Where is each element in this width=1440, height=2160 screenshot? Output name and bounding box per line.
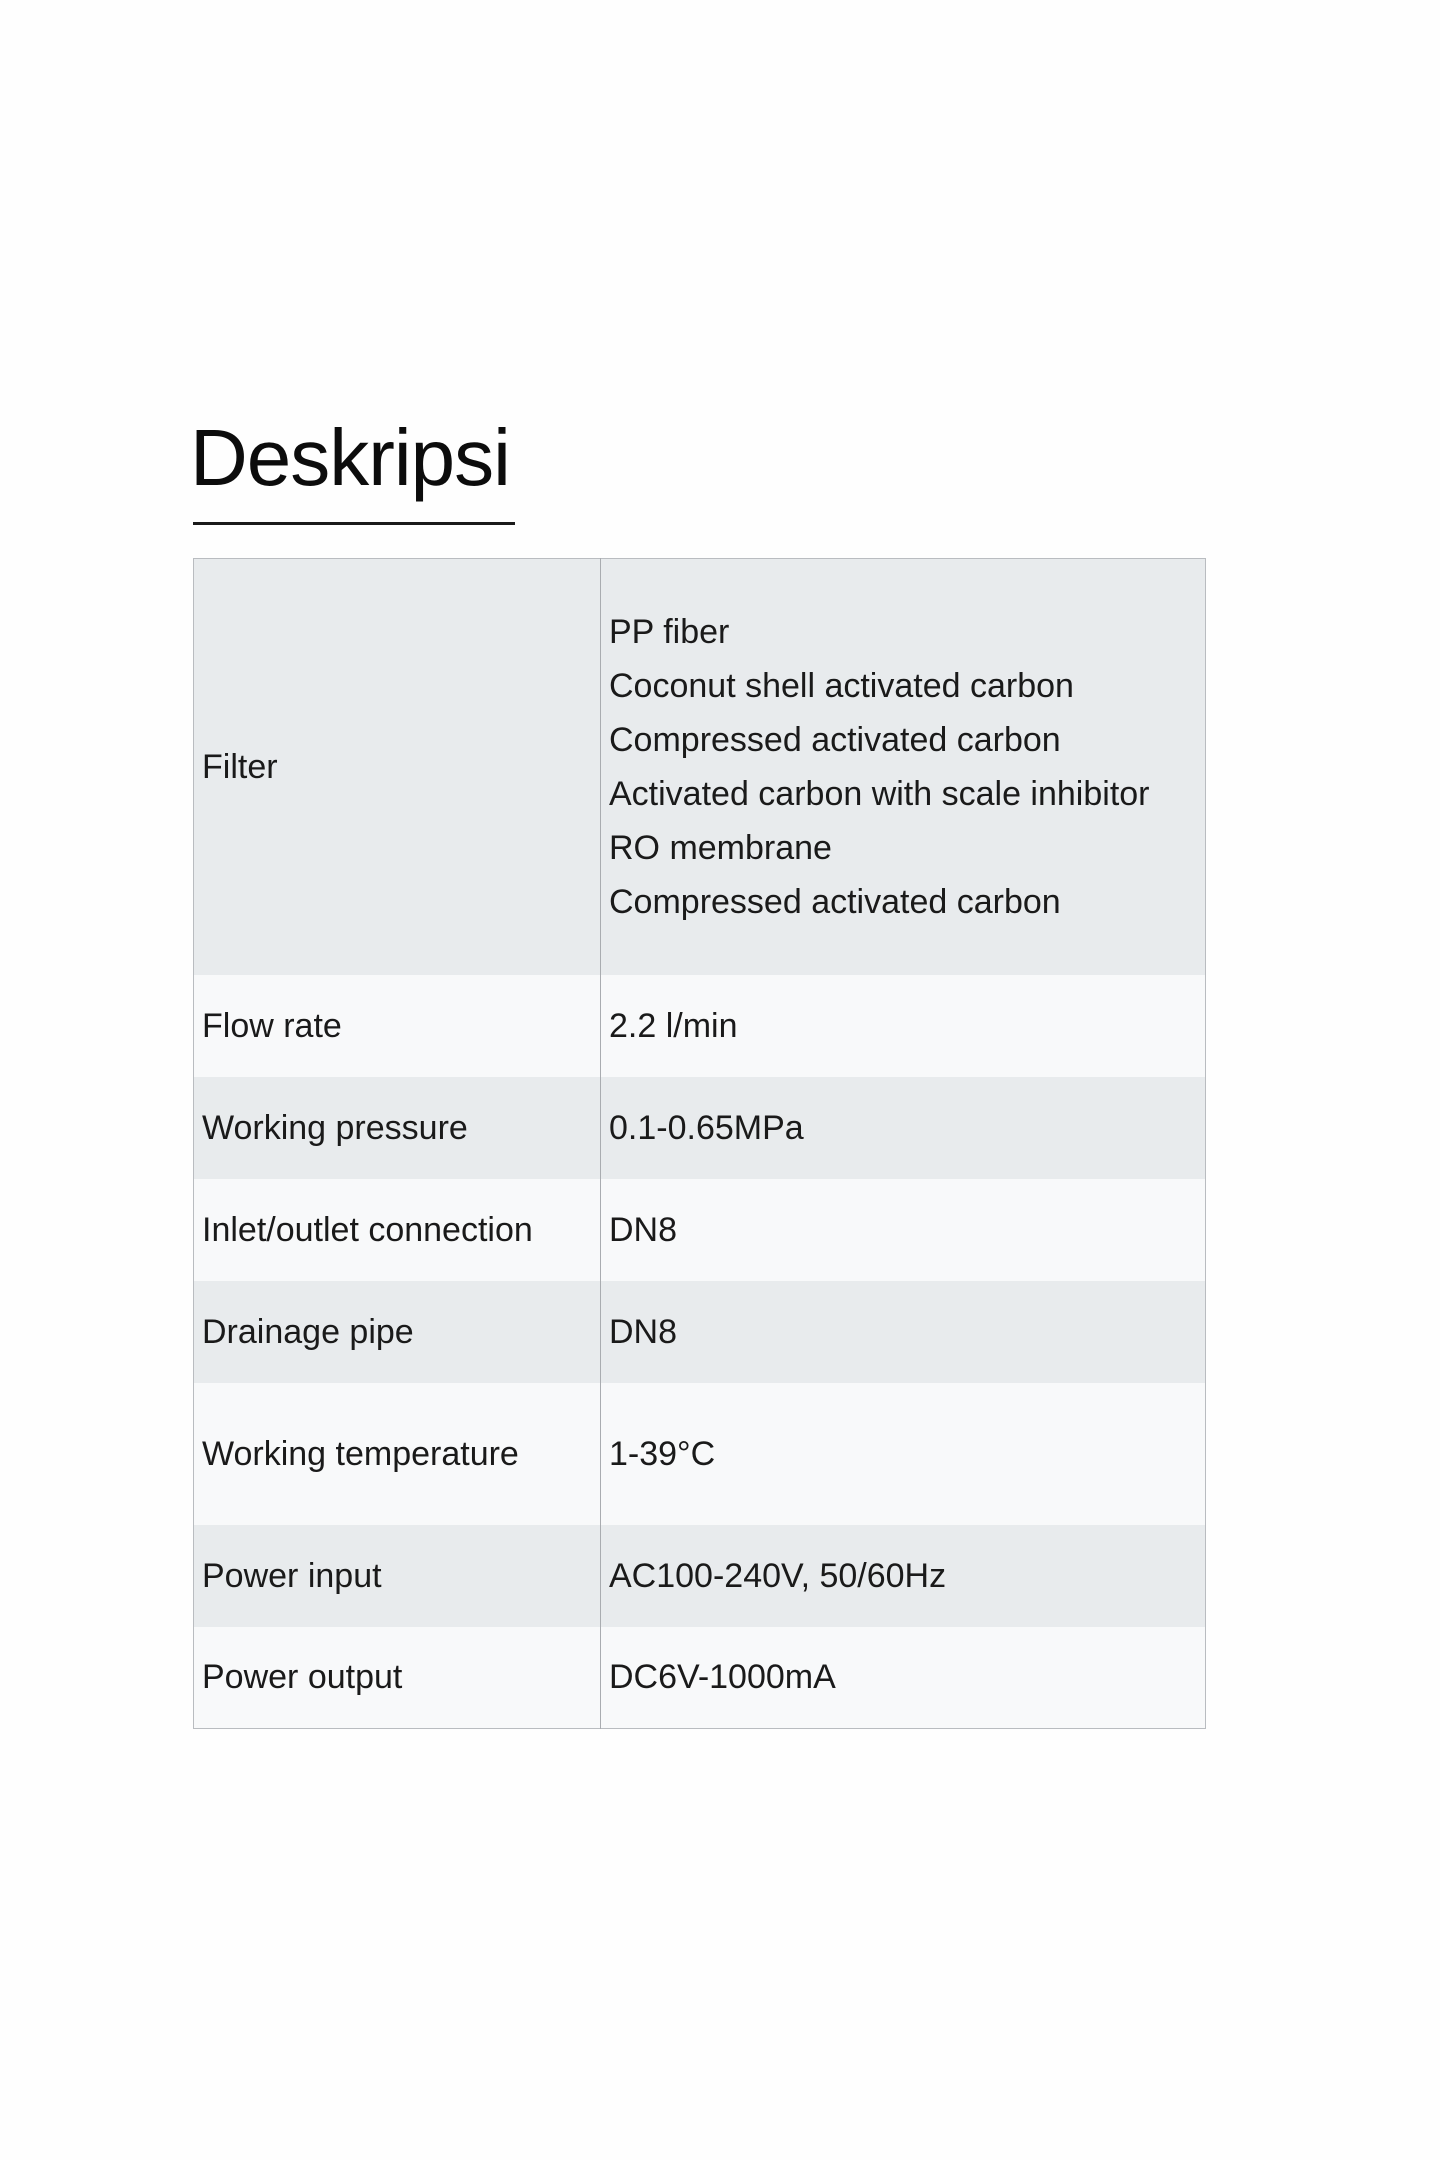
page-title: Deskripsi [190, 413, 510, 502]
table-row-working-temperature [194, 1383, 1206, 1525]
spec-label: Drainage pipe [194, 1281, 601, 1383]
spec-value: PP fiber [609, 612, 730, 651]
table-row-power-input [194, 1525, 1206, 1627]
spec-label: Flow rate [194, 975, 601, 1077]
spec-label: Working temperature [194, 1383, 601, 1525]
spec-value: 2.2 l/min [609, 1006, 738, 1045]
spec-label: Working pressure [194, 1077, 601, 1179]
spec-value: Compressed activated carbon [609, 720, 1061, 759]
table-row-drainage-pipe [194, 1281, 1206, 1383]
spec-table [193, 558, 1206, 1729]
spec-label: Power input [194, 1525, 601, 1627]
table-row-inlet-outlet [194, 1179, 1206, 1281]
spec-value: Compressed activated carbon [609, 882, 1061, 921]
title-underline [193, 522, 515, 525]
spec-value: 0.1-0.65MPa [609, 1108, 804, 1147]
spec-label: Power output [194, 1627, 601, 1729]
spec-value: 1-39°C [609, 1434, 716, 1473]
spec-value: DN8 [609, 1312, 678, 1351]
spec-value: Activated carbon with scale inhibitor [609, 774, 1150, 813]
table-row-working-pressure [194, 1077, 1206, 1179]
spec-value: DC6V-1000mA [609, 1658, 836, 1697]
spec-value: RO membrane [609, 828, 832, 867]
spec-label: Inlet/outlet connection [194, 1179, 601, 1281]
spec-value: AC100-240V, 50/60Hz [609, 1556, 947, 1595]
table-row-filter [194, 559, 1206, 975]
spec-label: Filter [194, 559, 601, 975]
table-row-power-output [194, 1627, 1206, 1729]
spec-value-list [601, 559, 1206, 975]
table-row-flow-rate [194, 975, 1206, 1077]
spec-value: DN8 [609, 1210, 678, 1249]
spec-value: Coconut shell activated carbon [609, 666, 1074, 705]
